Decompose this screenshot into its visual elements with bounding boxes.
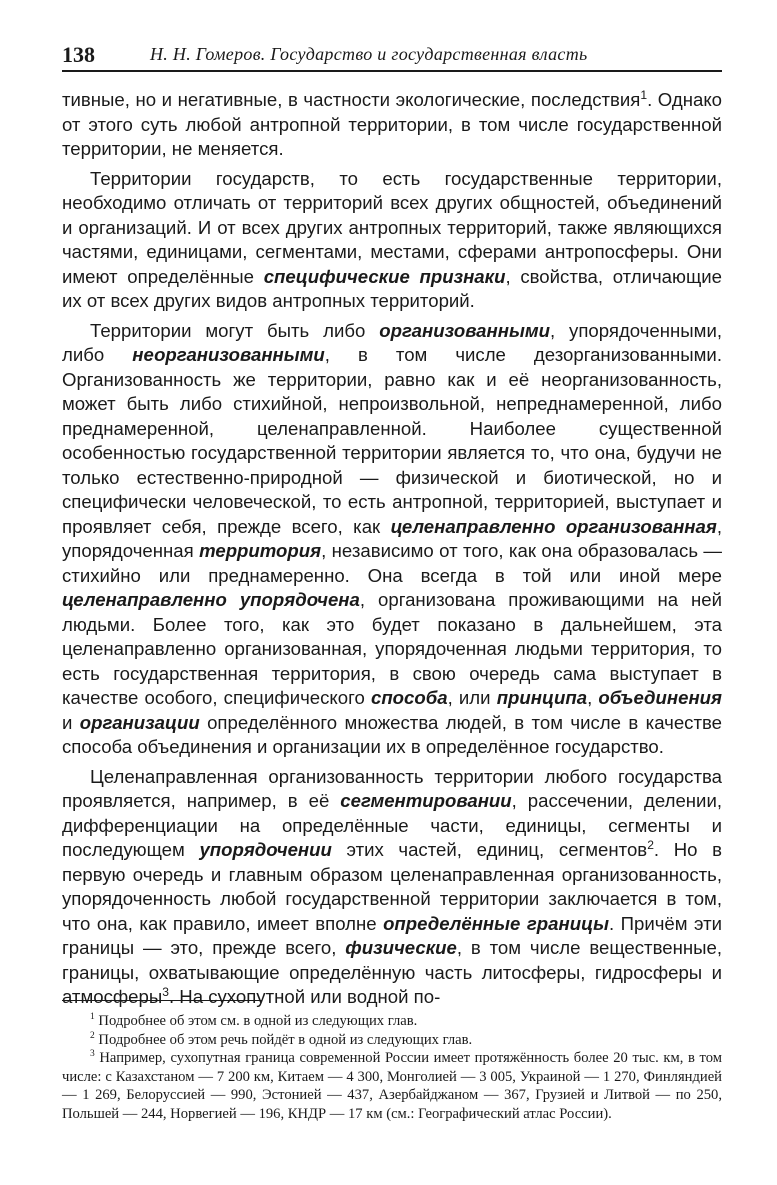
text-run: Территории могут быть либо	[90, 319, 380, 341]
emphasis: принципа	[496, 687, 588, 708]
text-run: , или	[447, 687, 497, 708]
emphasis: сегментировании	[340, 790, 512, 811]
text-run: , независимо от того, как она образовалась — стихийно или преднамеренно. Она всегда в той или иной мере	[62, 540, 722, 586]
emphasis: физические	[345, 937, 457, 958]
emphasis: неорганизованными	[132, 344, 325, 365]
footnotes	[62, 1012, 722, 1123]
text-run: , в том числе дезорганизованными. Организованность же территории, равно как и её неорганизованность, может быть либо стихийной, непроизвольной, непреднамеренной, либо преднамеренной, целенаправленной. Наиболее существенной особенностью государственной территории является то, что она, будучи не только естественно-природной — физической и биотической, но и специфически человеческой, то есть антропной, территорией, выступает и проявляет себя, прежде всего, как	[62, 344, 722, 537]
paragraph-3	[62, 319, 722, 760]
emphasis: объединения	[598, 687, 722, 708]
paragraph-1	[62, 88, 722, 162]
running-title: Н. Н. Гомеров. Государство и государственная власть	[150, 44, 588, 64]
header-rule	[62, 70, 722, 72]
footnote-text: Подробнее об этом речь пойдёт в одной из следующих глав.	[94, 1031, 473, 1048]
emphasis: упорядочении	[199, 839, 332, 860]
footnote-ref-3[interactable]: 3	[162, 984, 169, 999]
emphasis: целенаправленно организованная	[390, 515, 717, 537]
footnote-ref-1[interactable]: 1	[640, 87, 648, 102]
footnote-2	[62, 1031, 722, 1050]
main-text	[62, 88, 722, 1010]
emphasis: определённые границы	[383, 912, 609, 934]
emphasis: территория	[199, 540, 322, 561]
paragraph-4	[62, 765, 722, 1010]
text-run: . Однако от этого суть любой антропной территории, в том числе государственной территории, не меняется.	[62, 89, 722, 159]
footnote-mark: 2	[90, 1030, 95, 1041]
text-run: ,	[587, 687, 599, 708]
text-run: Целенаправленная организованность территории любого государства проявляется, например, в её	[62, 765, 722, 811]
footnote-mark: 1	[90, 1012, 95, 1023]
text-run: , упорядоченными, либо	[62, 319, 722, 365]
footnote-text: Подробнее об этом см. в одной из следующих глав.	[94, 1013, 418, 1029]
text-run: , организована проживающими на ней людьми. Более того, как это будет показано в дальнейшем, эта целенаправленно организованная, упорядоченная людьми территория, то есть государственная территория, в свою очередь сама выступает в качестве особого, специфического	[62, 589, 723, 708]
text-run: Территории государств, то есть государственные территории, необходимо отличать от территорий всех других общностей, объединений и организаций. И от всех других антропных территорий, также являющихся частями, единицами, сегментами, местами, сферами антропосферы. Они имеют определённые	[62, 167, 722, 287]
emphasis: специфические признаки	[263, 265, 506, 287]
emphasis: способа	[370, 687, 448, 708]
text-run: , упорядоченная	[62, 515, 722, 561]
text-run: этих частей, единиц, сегментов	[331, 839, 648, 860]
text-run: , рассечении, делении, дифференциации на определённые части, единицы, сегменты и последующем	[62, 790, 722, 860]
text-run: , в том числе вещественные, границы, охватывающие определённую часть литосферы, гидросферы и атмосферы	[62, 937, 722, 1007]
text-run: и	[62, 711, 80, 733]
emphasis: целенаправленно упорядочена	[62, 589, 360, 610]
footnote-ref-2[interactable]: 2	[647, 837, 654, 852]
text-run: . Но в первую очередь и главным образом целенаправленная организованность, упорядоченность любой государственной территории заключается в том, что она, как правило, имеет вполне	[62, 839, 722, 934]
text-run: . Причём эти границы — это, прежде всего,	[62, 912, 722, 958]
emphasis: организованными	[379, 319, 550, 341]
text-run: , свойства, отличающие их от всех других видов антропных территорий.	[62, 265, 722, 311]
footnote-1	[62, 1012, 722, 1031]
emphasis: организации	[79, 711, 200, 733]
text-run: определённого множества людей, в том числе в качестве способа объединения и организации их в определённое государство.	[62, 711, 722, 757]
paragraph-2	[62, 167, 722, 314]
text-run: тивные, но и негативные, в частности экологические, последствия	[62, 89, 641, 110]
footnote-rule	[62, 1000, 262, 1001]
page-header	[62, 40, 722, 70]
footnote-text: Например, сухопутная граница современной России имеет протяжённость более 20 тыс. км, в том числе: с Казахстаном — 7 200 км, Китаем — 4 300, Монголией — 3 005, Украиной — 1 270, Финляндией — 1 269, Белоруссией — 990, Эстонией — 437, Азербайджаном — 367, Грузией и Литвой — по 250, Польшей — 244, Норвегией — 196, КНДР — 17 км (см.: Географический атлас России).	[62, 1050, 722, 1122]
footnote-3	[62, 1049, 722, 1123]
page-number: 138	[62, 42, 95, 67]
text-run: . На сухопутной или водной по-	[168, 986, 441, 1007]
footnote-mark: 3	[90, 1049, 95, 1060]
